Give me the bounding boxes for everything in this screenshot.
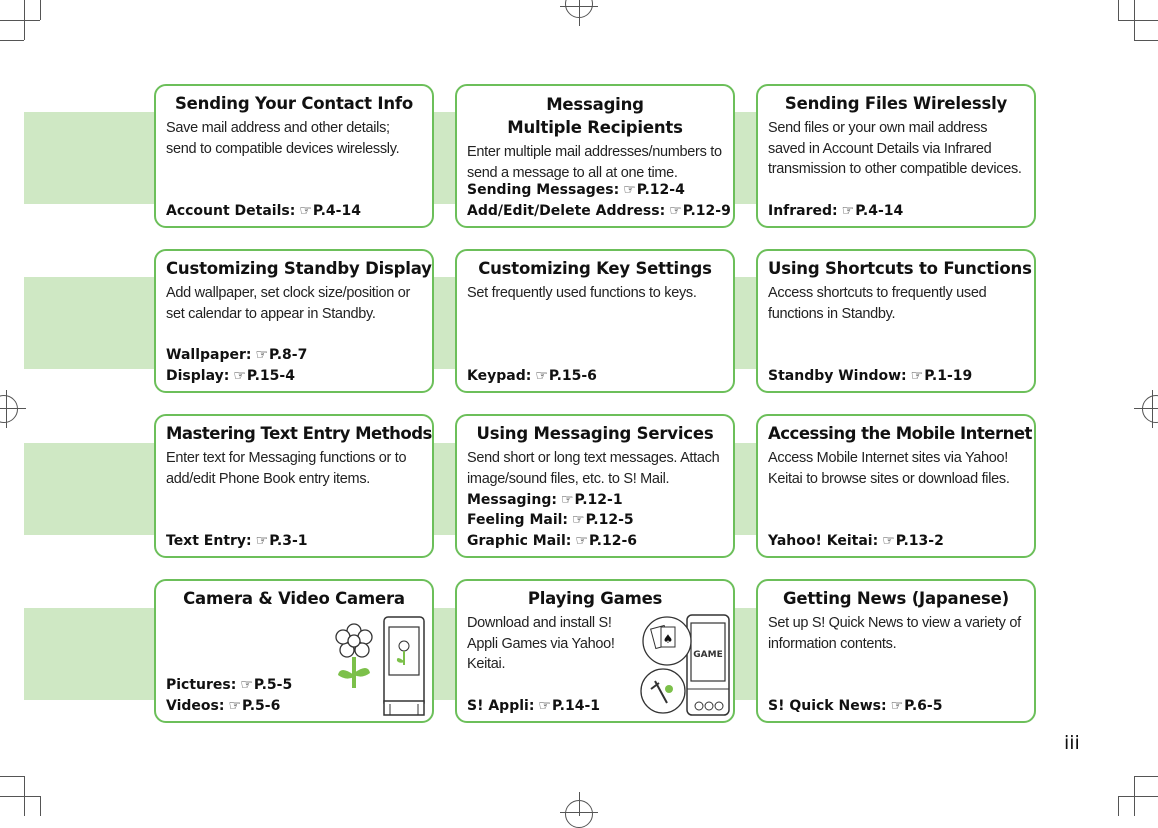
pointer-hand-icon: ☞ — [623, 182, 636, 198]
card-title: Using Messaging Services — [476, 424, 714, 443]
pointer-hand-icon: ☞ — [882, 532, 895, 549]
page-reference[interactable]: Text Entry: ☞P.3-1 — [166, 532, 308, 549]
card-description: Access shortcuts to frequently used functions in Standby. — [768, 285, 987, 322]
card-title: Customizing Standby Display — [166, 259, 432, 278]
card-description: Set up S! Quick News to view a variety of information contents. — [768, 615, 1021, 652]
card-description: Enter multiple mail addresses/numbers to send a message to all at one time. — [467, 144, 722, 181]
pointer-hand-icon: ☞ — [841, 202, 855, 219]
pointer-hand-icon: ☞ — [255, 347, 269, 363]
card-title: Sending Your Contact Info — [174, 94, 413, 113]
spade-icon: ♠ — [662, 632, 674, 646]
page-reference[interactable]: Standby Window: ☞P.1-19 — [768, 367, 973, 384]
card-references — [467, 366, 597, 387]
page-reference[interactable]: Wallpaper: ☞P.8-7 — [166, 347, 308, 363]
pointer-hand-icon: ☞ — [910, 367, 924, 384]
card-title: Using Shortcuts to Functions — [768, 259, 1032, 278]
card-description: Download and install S! Appli Games via Yahoo! Keitai. — [467, 615, 615, 672]
pointer-hand-icon: ☞ — [572, 512, 585, 528]
card-title: Sending Files Wirelessly — [784, 94, 1008, 113]
pointer-hand-icon: ☞ — [560, 491, 574, 508]
page-reference[interactable]: S! Quick News: ☞P.6-5 — [768, 697, 943, 714]
pointer-hand-icon: ☞ — [575, 532, 588, 549]
card-title: Mastering Text Entry Methods — [166, 424, 432, 443]
page-reference[interactable]: S! Appli: ☞P.14-1 — [467, 697, 601, 714]
card-references — [166, 675, 292, 716]
page-reference[interactable]: Messaging: ☞P.12-1 — [467, 491, 623, 508]
page-reference[interactable]: Infrared: ☞P.4-14 — [768, 202, 904, 219]
game-screen-text: GAME — [693, 650, 723, 660]
page-reference[interactable]: Pictures: ☞P.5-5 — [166, 677, 293, 693]
game-phone-illustration — [637, 611, 733, 721]
card-title: Getting News (Japanese) — [783, 589, 1009, 608]
card-title: Customizing Key Settings — [478, 259, 712, 278]
card-camera-video — [154, 579, 434, 723]
card-mastering-text-entry — [154, 414, 434, 558]
card-references — [166, 201, 361, 222]
page-reference[interactable]: Keypad: ☞P.15-6 — [467, 367, 597, 384]
flower-phone-illustration — [332, 613, 428, 721]
card-description: Access Mobile Internet sites via Yahoo! Keitai to browse sites or download files. — [768, 450, 1010, 487]
card-description: Enter text for Messaging functions or to add/edit Phone Book entry items. — [166, 450, 407, 487]
card-using-messaging-services — [455, 414, 735, 558]
card-references — [467, 490, 637, 552]
card-sending-contact-info — [154, 84, 434, 228]
card-customizing-key-settings — [455, 249, 735, 393]
page-reference[interactable]: Sending Messages: ☞P.12-4 — [467, 182, 685, 198]
page-reference[interactable]: Display: ☞P.15-4 — [166, 367, 295, 384]
card-using-shortcuts — [756, 249, 1036, 393]
pointer-hand-icon: ☞ — [228, 697, 242, 714]
card-description: Send files or your own mail address saved in Account Details via Infrared transmission to other compatible devices. — [768, 120, 1022, 177]
card-description: Send short or long text messages. Attach image/sound files, etc. to S! Mail. — [467, 450, 720, 487]
pointer-hand-icon: ☞ — [538, 697, 551, 714]
card-accessing-mobile-internet — [756, 414, 1036, 558]
pointer-hand-icon: ☞ — [255, 532, 269, 549]
page-reference[interactable]: Add/Edit/Delete Address: ☞P.12-9 — [467, 202, 731, 219]
page-number: iii — [1064, 732, 1080, 754]
pointer-hand-icon: ☞ — [299, 202, 312, 219]
card-references — [768, 366, 972, 387]
card-playing-games — [455, 579, 735, 723]
card-references — [166, 531, 308, 552]
card-getting-news — [756, 579, 1036, 723]
page-reference[interactable]: Yahoo! Keitai: ☞P.13-2 — [768, 532, 944, 549]
card-title: Camera & Video Camera — [183, 589, 405, 608]
pointer-hand-icon: ☞ — [669, 202, 682, 219]
page-reference[interactable]: Graphic Mail: ☞P.12-6 — [467, 532, 637, 549]
card-customizing-standby-display — [154, 249, 434, 393]
card-title: Messaging Multiple Recipients — [507, 95, 683, 137]
card-messaging-multiple-recipients — [455, 84, 735, 228]
card-references — [768, 201, 903, 222]
card-references — [768, 531, 944, 552]
card-description: Add wallpaper, set clock size/position or set calendar to appear in Standby. — [166, 285, 410, 322]
card-title: Accessing the Mobile Internet — [768, 424, 1032, 443]
pointer-hand-icon: ☞ — [890, 697, 904, 714]
card-references — [467, 696, 600, 717]
page-reference[interactable]: Account Details: ☞P.4-14 — [166, 202, 361, 219]
page-reference[interactable]: Feeling Mail: ☞P.12-5 — [467, 512, 634, 528]
card-title: Playing Games — [527, 589, 663, 608]
card-references — [166, 345, 307, 386]
pointer-hand-icon: ☞ — [535, 367, 548, 384]
card-description: Save mail address and other details; send to compatible devices wirelessly. — [166, 120, 400, 157]
card-references — [467, 180, 731, 221]
pointer-hand-icon: ☞ — [240, 677, 253, 693]
card-description: Set frequently used functions to keys. — [467, 285, 697, 301]
page-reference[interactable]: Videos: ☞P.5-6 — [166, 697, 281, 714]
pointer-hand-icon: ☞ — [233, 367, 246, 384]
card-sending-files-wirelessly — [756, 84, 1036, 228]
card-references — [768, 696, 942, 717]
